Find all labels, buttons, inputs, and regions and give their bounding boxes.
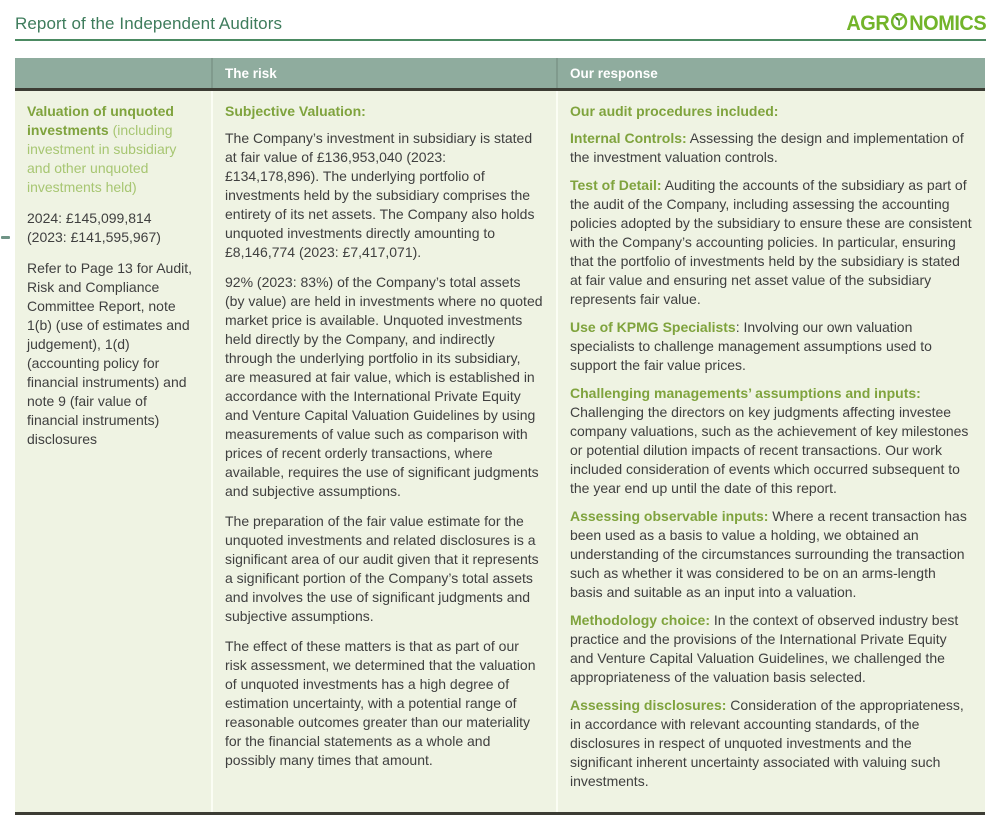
key-matter-title — [27, 102, 198, 197]
response-item-label: Challenging managements’ assumptions and inputs: — [570, 385, 921, 401]
response-item — [570, 318, 972, 375]
response-item-text: Where a recent transaction has been used as a basis to value a holding, we obtained an understanding of the circumstances surrounding the transaction such as whether it was considered to be on an arms-length basis and suitable as an input into a valuation. — [570, 508, 967, 600]
title-underline — [15, 39, 986, 41]
key-matter-figures — [27, 209, 198, 247]
agronomics-logo — [846, 12, 986, 37]
risk-paragraph: 92% (2023: 83%) of the Company’s total assets (by value) are held in investments where no quoted market price is available. Unquoted investments held directly by the Company, and indirectly through the underlying portfolio in its subsidiary, are measured at fair value, which is established in accordance with the International Private Equity and Venture Capital Valuation Guidelines by using measurements of value such as comparison with prices of recent orderly transactions, where available, requires the use of significant judgments and subjective assumptions. — [225, 274, 543, 499]
leaf-o-icon — [890, 12, 908, 37]
response-item-text: In the context of observed industry best practice and the provisions of the International Private Equity and Venture Capital Valuation Guidelines, we challenged the appropriateness of the valuation basis selected. — [570, 612, 959, 685]
response-item-label: Use of KPMG Specialists — [570, 319, 736, 335]
response-item-label: Internal Controls: — [570, 130, 687, 146]
logo-text-post: NOMICS — [909, 12, 986, 35]
key-matter-reference: Refer to Page 13 for Audit, Risk and Compliance Committee Report, note 1(b) (use of estimates and judgement), 1(d) (accounting policy for financial instruments) and note 9 (fair value of financial instruments) disclosures — [27, 260, 192, 447]
response-item-label: Assessing observable inputs: — [570, 508, 769, 524]
figure-2024: 2024: £145,099,814 — [27, 210, 152, 226]
response-item — [570, 507, 972, 602]
response-item-text: Challenging the directors on key judgments affecting investee company valuations, such as the achievement of key milestones or potential dilution impacts of recent transactions. Our work included consideration of events which occurred subsequent to the year end up until the date of this report. — [570, 404, 969, 496]
risk-paragraph: The effect of these matters is that as part of our risk assessment, we determined that the valuation of unquoted investments has a high degree of estimation uncertainty, with a potential range of reasonable outcomes greater than our materiality for the financial statements as a whole and possibly many times that amount. — [225, 638, 536, 768]
response-item-text: Consideration of the appropriateness, in accordance with relevant accounting standards, of the disclosures in respect of unquoted investments and the significant inherent uncertainty associated with valuing such investments. — [570, 697, 964, 789]
response-item-label: Assessing disclosures: — [570, 697, 727, 713]
response-item — [570, 696, 972, 791]
key-matter-title-bold: Valuation of unquoted investments — [27, 103, 174, 138]
response-item-label: Methodology choice: — [570, 612, 710, 628]
table-body-row — [15, 91, 985, 815]
response-item-label: Test of Detail: — [570, 177, 662, 193]
response-item-text: Auditing the accounts of the subsidiary as part of the audit of the Company, including assessing the accounting policies adopted by the subsidiary to ensure these are consistent with the Company’s accounting policies. In particular, ensuring that the portfolio of investments held by the subsidiary is stated at fair value and ensuring net asset value of the subsidiary represents fair value. — [570, 177, 972, 307]
risk-paragraph: The Company’s investment in subsidiary is stated at fair value of £136,953,040 (2023: £134,178,896). The underlying portfolio of investments held by the subsidiary comprises the entirety of its net assets. The Company also holds unquoted investments directly amounting to £8,146,774 (2023: £7,417,071). — [225, 130, 535, 260]
page-title: Report of the Independent Auditors — [15, 14, 283, 33]
figure-2023: (2023: £141,595,967) — [27, 229, 161, 245]
column-header-response: Our response — [556, 58, 985, 88]
key-matter-title-light: (including investment in subsidiary and other unquoted investments held) — [27, 122, 177, 195]
cell-risk — [211, 91, 556, 812]
logo-text-pre: AGR — [846, 12, 890, 35]
table-header-row — [15, 58, 985, 91]
risk-paragraph: The preparation of the fair value estimate for the unquoted investments and related disclosures is a significant area of our audit given that it represents a significant portion of the Company’s total assets and involves the use of significant judgments and subjective assumptions. — [225, 513, 539, 624]
response-item — [570, 129, 972, 167]
response-heading: Our audit procedures included: — [570, 103, 779, 119]
response-item — [570, 611, 972, 687]
response-item — [570, 176, 972, 309]
column-header-matter — [15, 58, 211, 88]
page-edge-tick — [1, 236, 10, 239]
column-header-risk: The risk — [211, 58, 556, 88]
risk-heading: Subjective Valuation: — [225, 103, 366, 119]
response-item-text: Assessing the design and implementation of the investment valuation controls. — [570, 130, 964, 165]
page-header — [15, 8, 986, 40]
cell-key-matter — [15, 91, 211, 812]
response-item — [570, 384, 972, 498]
cell-response — [556, 91, 985, 812]
response-item-text: : Involving our own valuation specialists to challenge management assumptions used to support the fair value prices. — [570, 319, 932, 373]
key-audit-matter-table — [15, 58, 985, 815]
